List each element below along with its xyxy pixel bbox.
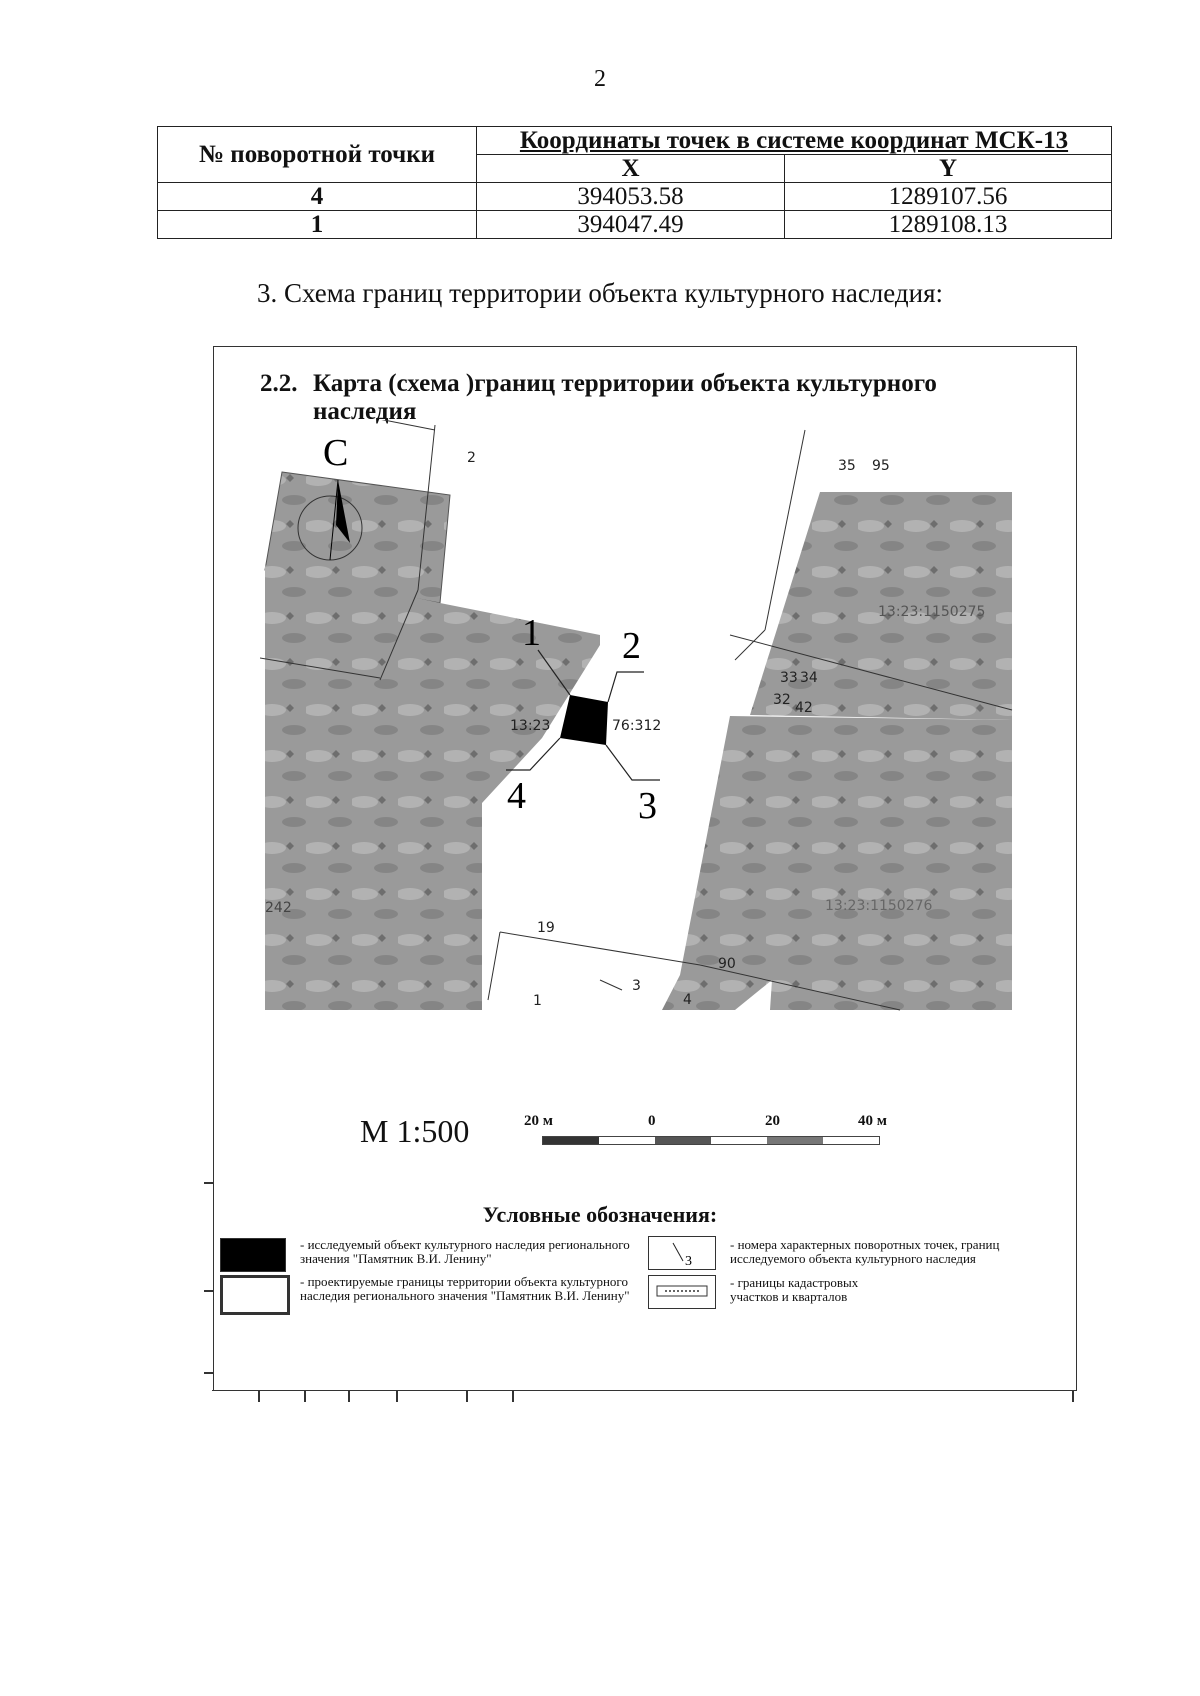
map-scale: М 1:500 bbox=[360, 1113, 470, 1149]
legend-item-object: - исследуемый объект культурного наследия регионального значения "Памятник В.И. Ленину" bbox=[300, 1237, 630, 1266]
parcel-label: 95 bbox=[872, 458, 890, 474]
parcel-label: 1 bbox=[533, 993, 542, 1009]
legend-swatch-cadastral bbox=[648, 1275, 716, 1309]
frame-tick bbox=[466, 1390, 468, 1402]
monument-object bbox=[560, 695, 608, 745]
legend-item-boundary: - проектируемые границы территории объекта культурного наследия регионального значения "Памятник В.И. Ленину" bbox=[300, 1274, 630, 1303]
scale-tick-label: 20 м bbox=[524, 1113, 553, 1129]
legend-swatch-boundary bbox=[220, 1275, 290, 1315]
frame-tick bbox=[348, 1390, 350, 1402]
map-frame-bottom bbox=[212, 1390, 1076, 1391]
frame-tick bbox=[204, 1182, 214, 1184]
parcel-label: 42 bbox=[795, 700, 813, 716]
point-label-3: 3 bbox=[638, 785, 657, 827]
frame-tick bbox=[396, 1390, 398, 1402]
frame-tick bbox=[204, 1372, 214, 1374]
map-title bbox=[260, 370, 1020, 426]
header-y: Y bbox=[785, 155, 1112, 183]
parcel-label: 13:23 bbox=[510, 718, 551, 734]
header-coordinates: Координаты точек в системе координат МСК-13 bbox=[477, 127, 1112, 155]
map-title-text: Карта (схема )границ территории объекта культурного наследия bbox=[313, 370, 937, 425]
parcel-label: 32 bbox=[773, 692, 791, 708]
parcel-label: 242 bbox=[265, 900, 292, 916]
parcel-label: 2 bbox=[467, 450, 476, 466]
parcel-label: 76:312 bbox=[612, 718, 662, 734]
cell-point: 4 bbox=[158, 183, 477, 211]
parcel-label: 4 bbox=[683, 992, 692, 1008]
parcel-label: 33 bbox=[780, 670, 798, 686]
cadastral-line-icon bbox=[649, 1276, 715, 1308]
frame-tick bbox=[258, 1390, 260, 1402]
legend-title: Условные обозначения: bbox=[482, 1202, 718, 1227]
scale-tick-label: 20 bbox=[765, 1113, 780, 1129]
page-number: 2 bbox=[594, 66, 606, 92]
parcel-label: 19 bbox=[537, 920, 555, 936]
coordinates-table bbox=[157, 126, 1112, 239]
svg-text:3: 3 bbox=[685, 1254, 692, 1269]
point-label-1: 1 bbox=[522, 612, 541, 654]
frame-tick bbox=[204, 1290, 214, 1292]
map-title-number: 2.2. bbox=[260, 370, 298, 397]
legend-item-point-number: - номера характерных поворотных точек, границ исследуемого объекта культурного наследия bbox=[730, 1237, 1000, 1266]
header-point: № поворотной точки bbox=[158, 127, 477, 183]
parcel-label: 34 bbox=[800, 670, 818, 686]
north-label: С bbox=[323, 432, 349, 474]
parcel-left bbox=[265, 565, 600, 1010]
legend-swatch-object bbox=[220, 1238, 286, 1272]
cell-x: 394047.49 bbox=[477, 211, 785, 239]
point-label-4: 4 bbox=[507, 775, 526, 817]
header-x: X bbox=[477, 155, 785, 183]
legend-item-cadastral: - границы кадастровых участков и кварталов bbox=[730, 1275, 859, 1304]
boundary-map bbox=[260, 420, 1020, 1090]
parcel-label: 3 bbox=[632, 978, 641, 994]
point-label-2: 2 bbox=[622, 625, 641, 667]
scale-tick-label: 40 м bbox=[858, 1113, 887, 1129]
parcel-label: 90 bbox=[718, 956, 736, 972]
cell-x: 394053.58 bbox=[477, 183, 785, 211]
frame-tick bbox=[1072, 1390, 1074, 1402]
table-header-row bbox=[158, 127, 1112, 155]
scale-bar bbox=[520, 1113, 900, 1153]
parcel-right bbox=[662, 716, 1012, 1010]
parcel-label: 13:23:1150276 bbox=[825, 898, 933, 914]
point-number-icon bbox=[649, 1237, 715, 1269]
frame-tick bbox=[512, 1390, 514, 1402]
frame-tick bbox=[304, 1390, 306, 1402]
scale-tick-label: 0 bbox=[648, 1113, 656, 1129]
cell-point: 1 bbox=[158, 211, 477, 239]
table-row bbox=[158, 211, 1112, 239]
cell-y: 1289108.13 bbox=[785, 211, 1112, 239]
legend-swatch-point-number bbox=[648, 1236, 716, 1270]
parcel-label: 13:23:1150275 bbox=[878, 604, 986, 620]
scale-bar-segments bbox=[542, 1136, 880, 1145]
section-caption: 3. Схема границ территории объекта культурного наследия: bbox=[256, 278, 944, 308]
cell-y: 1289107.56 bbox=[785, 183, 1112, 211]
table-row bbox=[158, 183, 1112, 211]
parcel-label: 35 bbox=[838, 458, 856, 474]
